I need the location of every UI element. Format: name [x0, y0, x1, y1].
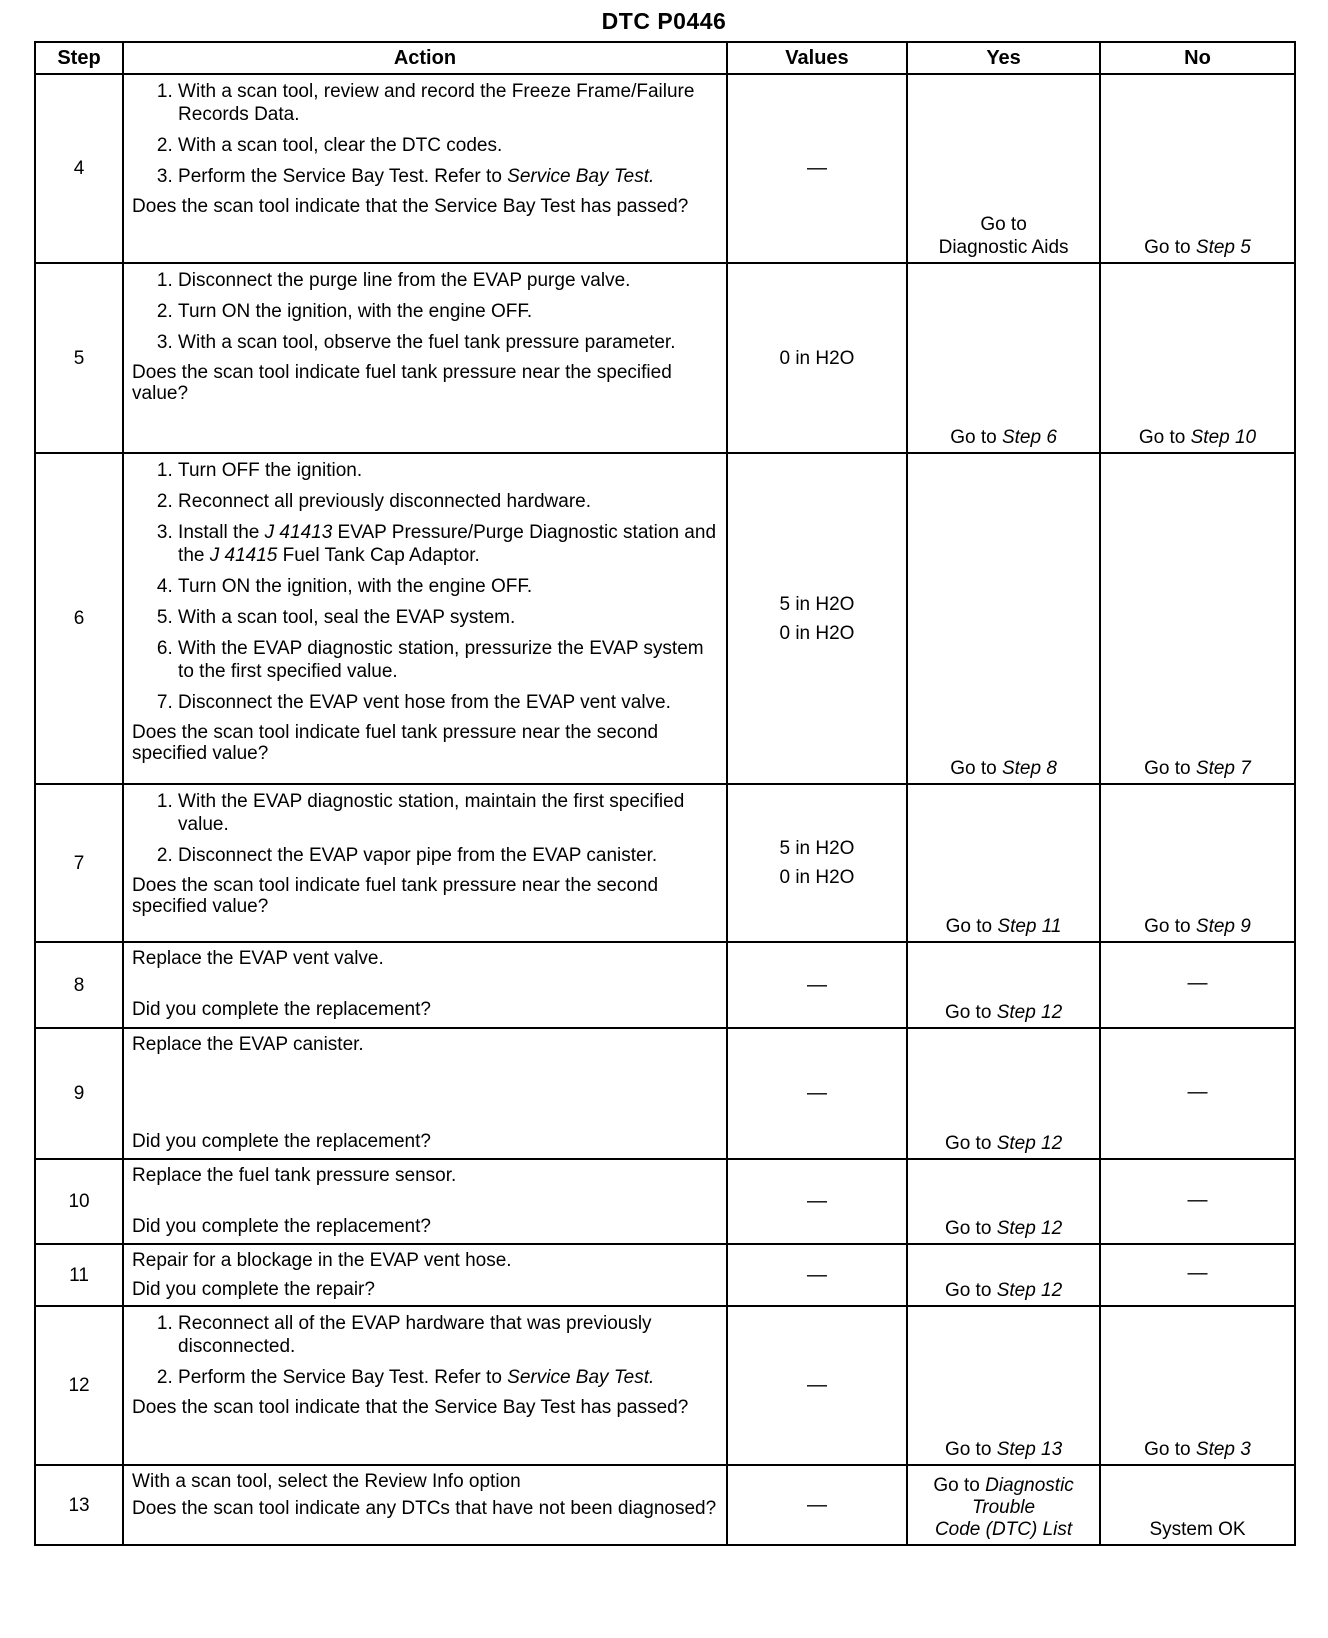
yes-cell: Go to Step 8 [907, 453, 1100, 784]
action-item: 1. Reconnect all of the EVAP hardware that was previously disconnected. [178, 1312, 720, 1358]
action-cell [123, 1159, 727, 1244]
action-question: Does the scan tool indicate fuel tank pressure near the second specified value? [132, 875, 659, 917]
action-question: Did you complete the replacement? [132, 1216, 431, 1237]
action-question: Did you complete the replacement? [132, 1131, 431, 1152]
table-row-step-5 [35, 263, 1295, 453]
action-cell [123, 74, 727, 263]
action-text: Replace the EVAP vent valve. [132, 948, 384, 969]
yes-cell: Go to Step 12 [907, 1159, 1100, 1244]
values-cell: — [727, 1306, 907, 1465]
table-row-step-4 [35, 74, 1295, 263]
step-number: 13 [35, 1465, 123, 1545]
table-row-step-10 [35, 1159, 1295, 1244]
step-number: 6 [35, 453, 123, 784]
yes-cell: Go to Step 11 [907, 784, 1100, 942]
values-cell: — [727, 1244, 907, 1306]
action-item: 3. Perform the Service Bay Test. Refer to Service Bay Test. [178, 165, 720, 188]
yes-cell: Go to Diagnostic Trouble Code (DTC) List [907, 1465, 1100, 1545]
values-cell: — [727, 942, 907, 1028]
step-number: 12 [35, 1306, 123, 1465]
step-number: 7 [35, 784, 123, 942]
action-item: 3. With a scan tool, observe the fuel tank pressure parameter. [178, 331, 720, 354]
no-cell: Go to Step 9 [1100, 784, 1295, 942]
action-cell [123, 1465, 727, 1545]
table-row-step-6 [35, 453, 1295, 784]
header-action: Action [123, 42, 727, 74]
action-cell [123, 1306, 727, 1465]
action-item: 7. Disconnect the EVAP vent hose from the EVAP vent valve. [178, 691, 720, 714]
step-number: 9 [35, 1028, 123, 1159]
step-number: 10 [35, 1159, 123, 1244]
table-row-step-13 [35, 1465, 1295, 1545]
step-number: 5 [35, 263, 123, 453]
header-row [35, 42, 1295, 74]
values-cell: 5 in H2O 0 in H2O [727, 453, 907, 784]
action-question: Did you complete the replacement? [132, 999, 431, 1020]
yes-cell: Go to Step 13 [907, 1306, 1100, 1465]
action-item: 2. Disconnect the EVAP vapor pipe from the EVAP canister. [178, 844, 720, 867]
action-cell [123, 784, 727, 942]
yes-cell: Go to Diagnostic Aids [907, 74, 1100, 263]
no-cell: System OK [1100, 1465, 1295, 1545]
action-item: 2. With a scan tool, clear the DTC codes. [178, 134, 720, 157]
action-cell [123, 1244, 727, 1306]
header-values: Values [727, 42, 907, 74]
yes-cell: Go to Step 6 [907, 263, 1100, 453]
action-item: 1. With the EVAP diagnostic station, maintain the first specified value. [178, 790, 720, 836]
values-cell: 0 in H2O [727, 263, 907, 453]
no-cell: Go to Step 10 [1100, 263, 1295, 453]
table-row-step-9 [35, 1028, 1295, 1159]
action-cell [123, 453, 727, 784]
action-item: 5. With a scan tool, seal the EVAP system. [178, 606, 720, 629]
action-item: 1. Turn OFF the ignition. [178, 459, 720, 482]
header-step: Step [35, 42, 123, 74]
action-item: 1. With a scan tool, review and record the Freeze Frame/Failure Records Data. [178, 80, 720, 126]
diagnostic-table [34, 41, 1296, 1546]
no-cell: — [1100, 1244, 1295, 1306]
step-number: 8 [35, 942, 123, 1028]
action-item: 2. Turn ON the ignition, with the engine OFF. [178, 300, 720, 323]
page-title: DTC P0446 [601, 8, 727, 34]
action-item: 4. Turn ON the ignition, with the engine OFF. [178, 575, 720, 598]
values-cell: — [727, 1028, 907, 1159]
table-row-step-12 [35, 1306, 1295, 1465]
no-cell: — [1100, 1159, 1295, 1244]
action-text: Replace the EVAP canister. [132, 1034, 364, 1055]
action-item: 2. Perform the Service Bay Test. Refer to Service Bay Test. [178, 1366, 720, 1389]
no-cell: — [1100, 1028, 1295, 1159]
action-text: Repair for a blockage in the EVAP vent hose. [132, 1250, 512, 1271]
no-cell: Go to Step 3 [1100, 1306, 1295, 1465]
table-row-step-11 [35, 1244, 1295, 1306]
no-cell: — [1100, 942, 1295, 1028]
step-number: 11 [35, 1244, 123, 1306]
action-cell [123, 942, 727, 1028]
action-item: 6. With the EVAP diagnostic station, pressurize the EVAP system to the first specified value. [178, 637, 720, 683]
action-text: Replace the fuel tank pressure sensor. [132, 1165, 457, 1186]
yes-cell: Go to Step 12 [907, 942, 1100, 1028]
action-cell [123, 263, 727, 453]
action-item: 3. Install the J 41413 EVAP Pressure/Purge Diagnostic station and the J 41415 Fuel Tank Cap Adaptor. [178, 521, 720, 567]
action-question: Does the scan tool indicate fuel tank pressure near the specified value? [132, 362, 672, 404]
action-question: Does the scan tool indicate any DTCs that have not been diagnosed? [132, 1498, 717, 1519]
action-question: Does the scan tool indicate that the Service Bay Test has passed? [132, 196, 689, 217]
action-item: 2. Reconnect all previously disconnected hardware. [178, 490, 720, 513]
action-cell [123, 1028, 727, 1159]
table-row-step-8 [35, 942, 1295, 1028]
values-cell: — [727, 1465, 907, 1545]
action-question: Did you complete the repair? [132, 1279, 375, 1300]
action-item: 1. Disconnect the purge line from the EVAP purge valve. [178, 269, 720, 292]
action-text: With a scan tool, select the Review Info option [132, 1471, 521, 1492]
values-cell: 5 in H2O 0 in H2O [727, 784, 907, 942]
values-cell: — [727, 74, 907, 263]
yes-cell: Go to Step 12 [907, 1244, 1100, 1306]
no-cell: Go to Step 7 [1100, 453, 1295, 784]
table-row-step-7 [35, 784, 1295, 942]
action-question: Does the scan tool indicate that the Service Bay Test has passed? [132, 1397, 689, 1418]
no-cell: Go to Step 5 [1100, 74, 1295, 263]
yes-cell: Go to Step 12 [907, 1028, 1100, 1159]
header-yes: Yes [907, 42, 1100, 74]
values-cell: — [727, 1159, 907, 1244]
step-number: 4 [35, 74, 123, 263]
action-question: Does the scan tool indicate fuel tank pressure near the second specified value? [132, 722, 659, 764]
header-no: No [1100, 42, 1295, 74]
